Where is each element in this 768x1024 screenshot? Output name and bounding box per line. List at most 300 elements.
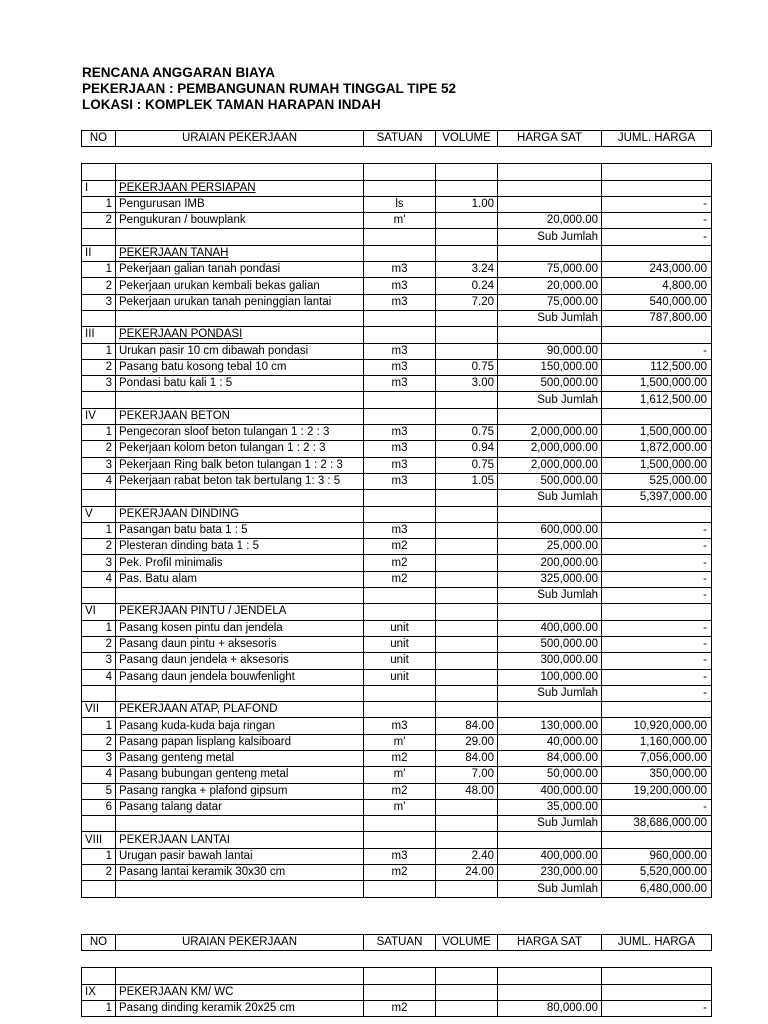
- section-title: PEKERJAAN BETON: [116, 408, 364, 424]
- section-title: PEKERJAAN TANAH: [116, 245, 364, 261]
- item-unit: m3: [364, 294, 436, 310]
- item-number: 4: [82, 669, 116, 685]
- item-row: [82, 522, 712, 538]
- empty-cell: [364, 245, 436, 261]
- col-header-harga-sat: HARGA SAT: [498, 935, 602, 951]
- item-row: [82, 799, 712, 815]
- item-number: 1: [82, 522, 116, 538]
- item-unit-price: 80,000.00: [498, 1000, 602, 1016]
- item-volume: [436, 1000, 498, 1016]
- blank-cell: [82, 968, 116, 984]
- empty-cell: [364, 506, 436, 522]
- blank-cell: [436, 968, 498, 984]
- section-number: I: [82, 180, 116, 196]
- item-number: 2: [82, 441, 116, 457]
- item-row: [82, 669, 712, 685]
- item-total: 1,500,000.00: [602, 425, 712, 441]
- col-header-no: NO: [82, 131, 116, 147]
- section-number: IX: [82, 984, 116, 1000]
- subtotal-value: 38,686,000.00: [602, 816, 712, 832]
- item-number: 5: [82, 783, 116, 799]
- subtotal-row: [82, 881, 712, 897]
- item-unit: m2: [364, 1000, 436, 1016]
- subtotal-row: [82, 685, 712, 701]
- subtotal-row: [82, 310, 712, 326]
- empty-cell: [82, 816, 116, 832]
- item-row: [82, 278, 712, 294]
- item-description: Pasang bubungan genteng metal: [116, 767, 364, 783]
- item-number: 3: [82, 750, 116, 766]
- item-volume: 1.00: [436, 196, 498, 212]
- item-row: [82, 620, 712, 636]
- empty-cell: [498, 327, 602, 343]
- item-volume: 3.00: [436, 376, 498, 392]
- item-total: 7,056,000.00: [602, 750, 712, 766]
- empty-cell: [116, 392, 364, 408]
- item-unit: m3: [364, 848, 436, 864]
- empty-cell: [498, 702, 602, 718]
- item-volume: 0.75: [436, 359, 498, 375]
- empty-cell: [82, 229, 116, 245]
- empty-cell: [602, 604, 712, 620]
- subtotal-value: -: [602, 588, 712, 604]
- item-row: [82, 376, 712, 392]
- empty-cell: [82, 588, 116, 604]
- item-number: 1: [82, 718, 116, 734]
- item-row: [82, 343, 712, 359]
- item-unit: m3: [364, 278, 436, 294]
- item-unit: m': [364, 799, 436, 815]
- empty-cell: [436, 881, 498, 897]
- empty-cell: [364, 702, 436, 718]
- item-volume: [436, 636, 498, 652]
- doc-location: LOKASI : KOMPLEK TAMAN HARAPAN INDAH: [82, 97, 381, 112]
- item-total: 1,872,000.00: [602, 441, 712, 457]
- blank-row: [82, 968, 712, 984]
- item-unit-price: 25,000.00: [498, 539, 602, 555]
- item-total: 960,000.00: [602, 848, 712, 864]
- item-volume: 2.40: [436, 848, 498, 864]
- empty-cell: [436, 685, 498, 701]
- item-unit-price: 20,000.00: [498, 213, 602, 229]
- item-row: [82, 441, 712, 457]
- empty-cell: [436, 408, 498, 424]
- blank-cell: [364, 968, 436, 984]
- item-number: 2: [82, 213, 116, 229]
- empty-cell: [498, 832, 602, 848]
- section-row: [82, 327, 712, 343]
- empty-cell: [436, 702, 498, 718]
- item-total: -: [602, 196, 712, 212]
- item-unit-price: [498, 196, 602, 212]
- item-unit-price: 500,000.00: [498, 376, 602, 392]
- subtotal-label: Sub Jumlah: [498, 229, 602, 245]
- subtotal-row: [82, 490, 712, 506]
- item-description: Pekerjaan galian tanah pondasi: [116, 262, 364, 278]
- col-header-harga-sat: HARGA SAT: [498, 131, 602, 147]
- empty-cell: [364, 490, 436, 506]
- item-row: [82, 734, 712, 750]
- item-unit-price: 90,000.00: [498, 343, 602, 359]
- section-title: PEKERJAAN PERSIAPAN: [116, 180, 364, 196]
- item-total: 1,500,000.00: [602, 376, 712, 392]
- item-volume: 1.05: [436, 473, 498, 489]
- subtotal-label: Sub Jumlah: [498, 392, 602, 408]
- item-unit-price: 230,000.00: [498, 865, 602, 881]
- item-total: 1,500,000.00: [602, 457, 712, 473]
- col-header-uraian: URAIAN PEKERJAAN: [116, 935, 364, 951]
- empty-cell: [436, 604, 498, 620]
- item-unit-price: 600,000.00: [498, 522, 602, 538]
- item-unit-price: 130,000.00: [498, 718, 602, 734]
- item-volume: 3.24: [436, 262, 498, 278]
- col-header-uraian: URAIAN PEKERJAAN: [116, 131, 364, 147]
- section-row: [82, 832, 712, 848]
- item-total: -: [602, 653, 712, 669]
- item-unit: m3: [364, 359, 436, 375]
- section-row: [82, 984, 712, 1000]
- item-total: -: [602, 669, 712, 685]
- section-number: VII: [82, 702, 116, 718]
- subtotal-label: Sub Jumlah: [498, 310, 602, 326]
- item-row: [82, 359, 712, 375]
- item-volume: 84.00: [436, 750, 498, 766]
- item-total: 525,000.00: [602, 473, 712, 489]
- item-volume: 0.75: [436, 425, 498, 441]
- item-total: 243,000.00: [602, 262, 712, 278]
- item-unit: m': [364, 734, 436, 750]
- item-number: 2: [82, 734, 116, 750]
- col-header-volume: VOLUME: [436, 935, 498, 951]
- empty-cell: [498, 984, 602, 1000]
- item-number: 1: [82, 425, 116, 441]
- item-number: 1: [82, 620, 116, 636]
- item-number: 3: [82, 555, 116, 571]
- item-description: Pekerjaan rabat beton tak bertulang 1: 3 : 5: [116, 473, 364, 489]
- item-unit-price: 325,000.00: [498, 571, 602, 587]
- item-unit-price: 400,000.00: [498, 783, 602, 799]
- item-row: [82, 767, 712, 783]
- empty-cell: [436, 229, 498, 245]
- item-total: -: [602, 1000, 712, 1016]
- item-number: 6: [82, 799, 116, 815]
- item-description: Pasang kuda-kuda baja ringan: [116, 718, 364, 734]
- item-row: [82, 636, 712, 652]
- empty-cell: [364, 229, 436, 245]
- subtotal-value: 787,800.00: [602, 310, 712, 326]
- empty-cell: [602, 408, 712, 424]
- empty-cell: [436, 310, 498, 326]
- empty-cell: [436, 984, 498, 1000]
- blank-cell: [436, 164, 498, 180]
- section-title: PEKERJAAN ATAP, PLAFOND: [116, 702, 364, 718]
- item-unit-price: 50,000.00: [498, 767, 602, 783]
- item-row: [82, 294, 712, 310]
- section-title: PEKERJAAN DINDING: [116, 506, 364, 522]
- empty-cell: [436, 832, 498, 848]
- empty-cell: [602, 702, 712, 718]
- item-unit: unit: [364, 653, 436, 669]
- item-unit: m': [364, 213, 436, 229]
- empty-cell: [116, 229, 364, 245]
- item-row: [82, 555, 712, 571]
- item-number: 1: [82, 262, 116, 278]
- section-title: PEKERJAAN KM/ WC: [116, 984, 364, 1000]
- item-description: Pekerjaan kolom beton tulangan 1 : 2 : 3: [116, 441, 364, 457]
- item-volume: 0.94: [436, 441, 498, 457]
- item-unit-price: 75,000.00: [498, 294, 602, 310]
- subtotal-value: -: [602, 685, 712, 701]
- item-unit: unit: [364, 620, 436, 636]
- item-volume: [436, 213, 498, 229]
- section-number: V: [82, 506, 116, 522]
- item-row: [82, 783, 712, 799]
- item-total: -: [602, 539, 712, 555]
- item-description: Pengecoran sloof beton tulangan 1 : 2 : 3: [116, 425, 364, 441]
- item-unit: m2: [364, 539, 436, 555]
- subtotal-label: Sub Jumlah: [498, 816, 602, 832]
- empty-cell: [116, 685, 364, 701]
- item-unit: m3: [364, 441, 436, 457]
- empty-cell: [364, 881, 436, 897]
- empty-cell: [364, 816, 436, 832]
- empty-cell: [602, 327, 712, 343]
- empty-cell: [602, 832, 712, 848]
- item-description: Urugan pasir bawah lantai: [116, 848, 364, 864]
- item-row: [82, 213, 712, 229]
- item-volume: 24.00: [436, 865, 498, 881]
- item-description: Pas. Batu alam: [116, 571, 364, 587]
- item-row: [82, 1000, 712, 1016]
- item-unit: m3: [364, 522, 436, 538]
- item-row: [82, 718, 712, 734]
- item-number: 1: [82, 1000, 116, 1016]
- item-unit-price: 84,000.00: [498, 750, 602, 766]
- item-number: 2: [82, 539, 116, 555]
- item-volume: [436, 343, 498, 359]
- item-number: 3: [82, 376, 116, 392]
- item-unit-price: 150,000.00: [498, 359, 602, 375]
- empty-cell: [602, 245, 712, 261]
- item-number: 1: [82, 848, 116, 864]
- section-number: VI: [82, 604, 116, 620]
- subtotal-row: [82, 588, 712, 604]
- item-row: [82, 750, 712, 766]
- item-volume: 48.00: [436, 783, 498, 799]
- item-row: [82, 865, 712, 881]
- empty-cell: [602, 984, 712, 1000]
- item-row: [82, 457, 712, 473]
- item-unit-price: 2,000,000.00: [498, 425, 602, 441]
- item-total: -: [602, 213, 712, 229]
- empty-cell: [436, 245, 498, 261]
- section-title: PEKERJAAN PONDASI: [116, 327, 364, 343]
- empty-cell: [82, 310, 116, 326]
- section-row: [82, 506, 712, 522]
- empty-cell: [364, 327, 436, 343]
- item-number: 4: [82, 767, 116, 783]
- section-number: VIII: [82, 832, 116, 848]
- item-row: [82, 539, 712, 555]
- item-number: 2: [82, 865, 116, 881]
- col-header-no: NO: [82, 935, 116, 951]
- subtotal-row: [82, 816, 712, 832]
- item-description: Pasang daun jendela bouwfenlight: [116, 669, 364, 685]
- section-title: PEKERJAAN PINTU / JENDELA: [116, 604, 364, 620]
- empty-cell: [436, 588, 498, 604]
- item-unit: unit: [364, 669, 436, 685]
- empty-cell: [436, 392, 498, 408]
- item-unit: m3: [364, 262, 436, 278]
- empty-cell: [116, 310, 364, 326]
- section-row: [82, 702, 712, 718]
- item-row: [82, 473, 712, 489]
- section-row: [82, 245, 712, 261]
- item-unit: m': [364, 767, 436, 783]
- subtotal-label: Sub Jumlah: [498, 881, 602, 897]
- item-volume: [436, 799, 498, 815]
- item-unit-price: 500,000.00: [498, 473, 602, 489]
- item-total: -: [602, 343, 712, 359]
- empty-cell: [116, 881, 364, 897]
- blank-cell: [602, 968, 712, 984]
- item-total: 112,500.00: [602, 359, 712, 375]
- item-unit: m3: [364, 343, 436, 359]
- section-row: [82, 408, 712, 424]
- item-volume: 0.75: [436, 457, 498, 473]
- item-unit: m3: [364, 457, 436, 473]
- empty-cell: [498, 506, 602, 522]
- empty-cell: [436, 816, 498, 832]
- empty-cell: [436, 490, 498, 506]
- item-total: 10,920,000.00: [602, 718, 712, 734]
- item-number: 2: [82, 359, 116, 375]
- spacer-row: [82, 147, 712, 164]
- item-unit-price: 20,000.00: [498, 278, 602, 294]
- item-unit: m2: [364, 865, 436, 881]
- item-description: Pengukuran / bouwplank: [116, 213, 364, 229]
- item-unit: m2: [364, 783, 436, 799]
- item-total: 1,160,000.00: [602, 734, 712, 750]
- item-row: [82, 571, 712, 587]
- empty-cell: [116, 816, 364, 832]
- item-total: 19,200,000.00: [602, 783, 712, 799]
- item-volume: [436, 522, 498, 538]
- item-unit-price: 100,000.00: [498, 669, 602, 685]
- item-total: -: [602, 636, 712, 652]
- item-row: [82, 653, 712, 669]
- item-description: Pasang kosen pintu dan jendela: [116, 620, 364, 636]
- item-unit-price: 500,000.00: [498, 636, 602, 652]
- empty-cell: [364, 984, 436, 1000]
- item-description: Pasang genteng metal: [116, 750, 364, 766]
- item-volume: 84.00: [436, 718, 498, 734]
- col-header-volume: VOLUME: [436, 131, 498, 147]
- blank-cell: [82, 164, 116, 180]
- empty-cell: [364, 685, 436, 701]
- subtotal-row: [82, 392, 712, 408]
- item-unit-price: 400,000.00: [498, 848, 602, 864]
- item-number: 1: [82, 196, 116, 212]
- item-description: Pasang daun pintu + aksesoris: [116, 636, 364, 652]
- section-number: II: [82, 245, 116, 261]
- item-unit: m3: [364, 425, 436, 441]
- empty-cell: [364, 588, 436, 604]
- item-unit: m2: [364, 555, 436, 571]
- item-total: 350,000.00: [602, 767, 712, 783]
- item-total: 4,800.00: [602, 278, 712, 294]
- empty-cell: [82, 685, 116, 701]
- empty-cell: [364, 310, 436, 326]
- empty-cell: [436, 180, 498, 196]
- item-number: 4: [82, 571, 116, 587]
- item-unit-price: 75,000.00: [498, 262, 602, 278]
- empty-cell: [364, 832, 436, 848]
- item-unit: m2: [364, 750, 436, 766]
- item-volume: [436, 620, 498, 636]
- subtotal-row: [82, 229, 712, 245]
- item-description: Pekerjaan urukan tanah peninggian lantai: [116, 294, 364, 310]
- subtotal-value: -: [602, 229, 712, 245]
- item-number: 3: [82, 457, 116, 473]
- spacer-row: [82, 951, 712, 968]
- empty-cell: [364, 180, 436, 196]
- empty-cell: [436, 506, 498, 522]
- item-row: [82, 425, 712, 441]
- budget-table-2: [81, 934, 712, 1017]
- col-header-satuan: SATUAN: [364, 131, 436, 147]
- item-description: Pasang batu kosong tebal 10 cm: [116, 359, 364, 375]
- subtotal-value: 1,612,500.00: [602, 392, 712, 408]
- blank-cell: [602, 164, 712, 180]
- item-description: Pasang papan lisplang kalsiboard: [116, 734, 364, 750]
- blank-cell: [116, 164, 364, 180]
- item-total: -: [602, 620, 712, 636]
- empty-cell: [116, 588, 364, 604]
- subtotal-label: Sub Jumlah: [498, 588, 602, 604]
- item-unit: m3: [364, 718, 436, 734]
- item-description: Pondasi batu kali 1 : 5: [116, 376, 364, 392]
- item-description: Pengurusan IMB: [116, 196, 364, 212]
- item-description: Pekerjaan Ring balk beton tulangan 1 : 2 : 3: [116, 457, 364, 473]
- section-title: PEKERJAAN LANTAI: [116, 832, 364, 848]
- item-description: Pek. Profil minimalis: [116, 555, 364, 571]
- section-number: IV: [82, 408, 116, 424]
- empty-cell: [364, 408, 436, 424]
- empty-cell: [364, 604, 436, 620]
- doc-project: PEKERJAAN : PEMBANGUNAN RUMAH TINGGAL TIPE 52: [82, 81, 457, 96]
- blank-row: [82, 164, 712, 180]
- item-volume: [436, 653, 498, 669]
- item-volume: [436, 669, 498, 685]
- item-volume: 0.24: [436, 278, 498, 294]
- subtotal-value: 6,480,000.00: [602, 881, 712, 897]
- empty-cell: [364, 392, 436, 408]
- item-row: [82, 848, 712, 864]
- item-unit: m2: [364, 571, 436, 587]
- item-total: 5,520,000.00: [602, 865, 712, 881]
- item-unit-price: 2,000,000.00: [498, 457, 602, 473]
- blank-cell: [364, 164, 436, 180]
- column-header-row: [82, 935, 712, 951]
- empty-cell: [498, 408, 602, 424]
- empty-cell: [116, 490, 364, 506]
- item-description: Pasang lantai keramik 30x30 cm: [116, 865, 364, 881]
- empty-cell: [602, 180, 712, 196]
- col-header-satuan: SATUAN: [364, 935, 436, 951]
- item-volume: [436, 571, 498, 587]
- item-unit-price: 200,000.00: [498, 555, 602, 571]
